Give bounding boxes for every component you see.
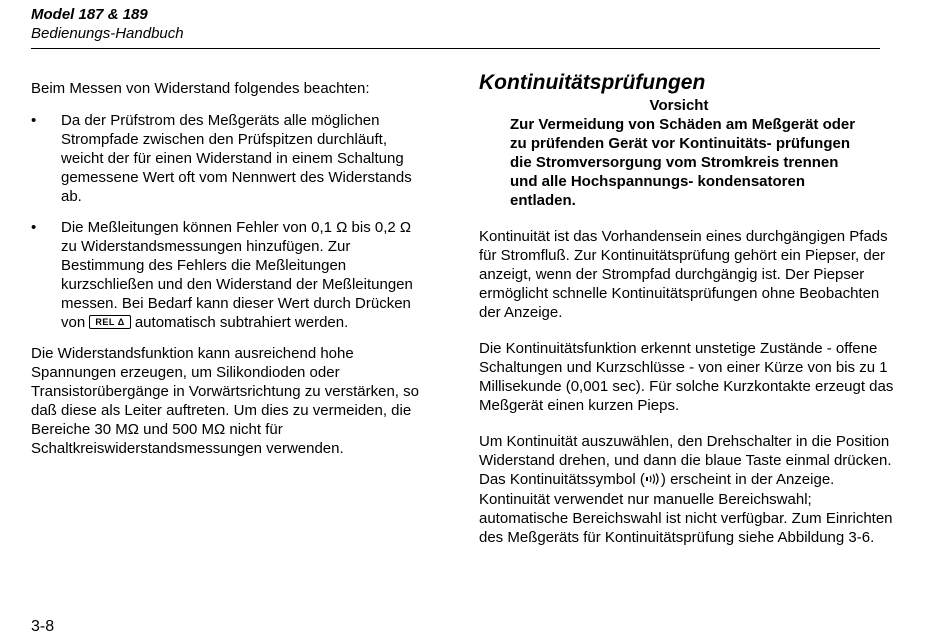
manual-title: Bedienungs-Handbuch <box>31 25 184 42</box>
list-item <box>31 218 431 332</box>
bullet-text-before: Die Meßleitungen können Fehler von 0,1 Ω bis 0,2 Ω zu Widerstandsmessungen hinzufügen. Zur Bestimmung des Fehlers die Meßleitungen kurzschließen und den Widerstand der Meßleitungen messen. Bei Bedarf kann dieser Wert durch Drücken von <box>61 219 413 331</box>
bullet-text-after: automatisch subtrahiert werden. <box>134 314 349 331</box>
intro-text: Beim Messen von Widerstand folgendes beachten: <box>31 80 370 97</box>
bullet-symbol: • <box>31 219 37 236</box>
para-text-after: ) erscheint in der Anzeige. Kontinuität verwendet nur manuelle Bereichswahl; automatische Bereichswahl ist nicht verfügbar. Zum Einrichten des Meßgeräts für Kontinuitätsprüfung siehe Abbildung 3-6. <box>479 471 893 546</box>
caution-heading: Vorsicht <box>649 97 709 114</box>
body-paragraph: Die Widerstandsfunktion kann ausreichend hohe Spannungen erzeugen, um Silikondioden oder Transistorübergänge in Vorwärtsrichtung zu verstärken, so daß diese als Leiter auftreten. Um dies zu vermeiden, die Bereiche 30 MΩ und 500 MΩ nicht für Schaltkreiswiderstandsmessungen verwenden. <box>31 345 419 457</box>
right-column <box>479 70 899 564</box>
body-paragraph: Kontinuität ist das Vorhandensein eines durchgängigen Pfads für Stromfluß. Zur Kontinuitätsprüfung gehört ein Piepser, der anzeigt, wenn der Strompfad durchgängig ist. Der Piepser ermöglicht schnelle Kontinuitätsprüfungen ohne Beobachten der Anzeige. <box>479 228 888 321</box>
page-header <box>31 5 184 43</box>
continuity-beep-icon <box>645 471 661 490</box>
bullet-text <box>61 218 431 332</box>
header-rule <box>31 48 880 49</box>
page-number: 3-8 <box>31 618 55 635</box>
bullet-symbol: • <box>31 112 37 129</box>
body-paragraph: Die Kontinuitätsfunktion erkennt unstetige Zustände - offene Schaltungen und Kurzschlüsse - von einer Kürze von bis zu 1 Millisekunde (0,001 sec). Für solche Kurzkontakte erzeugt das Meßgerät einen kurzen Pieps. <box>479 340 894 414</box>
list-item <box>31 111 431 206</box>
bullet-text: Da der Prüfstrom des Meßgeräts alle möglichen Strompfade zwischen den Prüfspitzen durchläuft, weicht der für einen Widerstand in einem Schaltung gemessene Wert oft vom Nennwert des Widerstands ab. <box>61 112 412 205</box>
rel-delta-key: REL Δ <box>89 315 130 329</box>
model-title: Model 187 & 189 <box>31 6 148 23</box>
para-text-before: Um Kontinuität auszuwählen, den Drehschalter in die Position Widerstand drehen, und dann die blaue Taste einmal drücken. Das Kontinuitätssymbol ( <box>479 433 892 488</box>
caution-text: Zur Vermeidung von Schäden am Meßgerät oder zu prüfenden Gerät vor Kontinuitäts- prüfungen die Stromversorgung vom Stromkreis trennen und alle Hochspannungs- kondensatoren entladen. <box>510 116 856 209</box>
section-title: Kontinuitätsprüfungen <box>479 71 706 94</box>
left-column <box>31 79 431 458</box>
body-paragraph <box>479 432 899 547</box>
